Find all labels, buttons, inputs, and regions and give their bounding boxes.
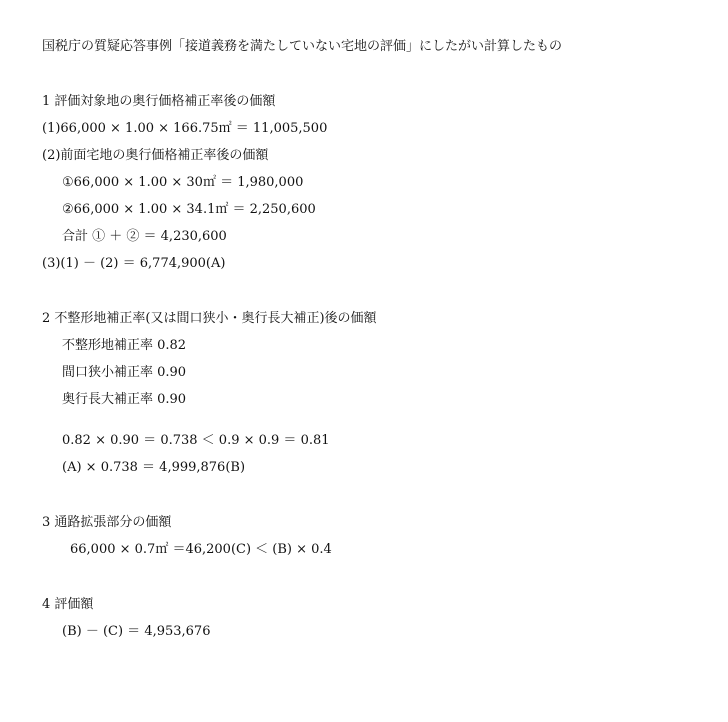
section-2-line-1: 不整形地補正率 0.82 bbox=[62, 338, 187, 353]
section-3-heading: 3 通路拡張部分の価額 bbox=[42, 515, 172, 530]
section-1-line-6: (3)(1) － (2) ＝ 6,774,900(A) bbox=[42, 256, 226, 271]
section-4-heading: 4 評価額 bbox=[42, 597, 94, 612]
section-1-heading: 1 評価対象地の奥行価格補正率後の価額 bbox=[42, 94, 276, 109]
document-title: 国税庁の質疑応答事例「接道義務を満たしていない宅地の評価」にしたがい計算したもの bbox=[42, 39, 563, 54]
section-2-line-2: 間口狭小補正率 0.90 bbox=[62, 365, 187, 380]
section-4-line-1: (B) － (C) ＝ 4,953,676 bbox=[62, 624, 211, 639]
section-1-line-1: (1)66,000 × 1.00 × 166.75㎡ ＝ 11,005,500 bbox=[42, 121, 328, 136]
section-1-line-4: ②66,000 × 1.00 × 34.1㎡ ＝ 2,250,600 bbox=[62, 202, 316, 217]
section-2-heading: 2 不整形地補正率(又は間口狭小・奥行長大補正)後の価額 bbox=[42, 311, 377, 326]
section-1-line-2: (2)前面宅地の奥行価格補正率後の価額 bbox=[42, 148, 269, 163]
section-2-line-5: (A) × 0.738 ＝ 4,999,876(B) bbox=[62, 460, 246, 475]
section-1-line-3: ①66,000 × 1.00 × 30㎡ ＝ 1,980,000 bbox=[62, 175, 304, 190]
section-2-line-4: 0.82 × 0.90 ＝ 0.738 ＜ 0.9 × 0.9 ＝ 0.81 bbox=[62, 433, 330, 448]
section-2-line-3: 奥行長大補正率 0.90 bbox=[62, 392, 187, 407]
section-3-line-1: 66,000 × 0.7㎡ ＝46,200(C) ＜ (B) × 0.4 bbox=[70, 542, 332, 557]
section-1-line-5: 合計 ① ＋ ② ＝ 4,230,600 bbox=[62, 229, 227, 244]
